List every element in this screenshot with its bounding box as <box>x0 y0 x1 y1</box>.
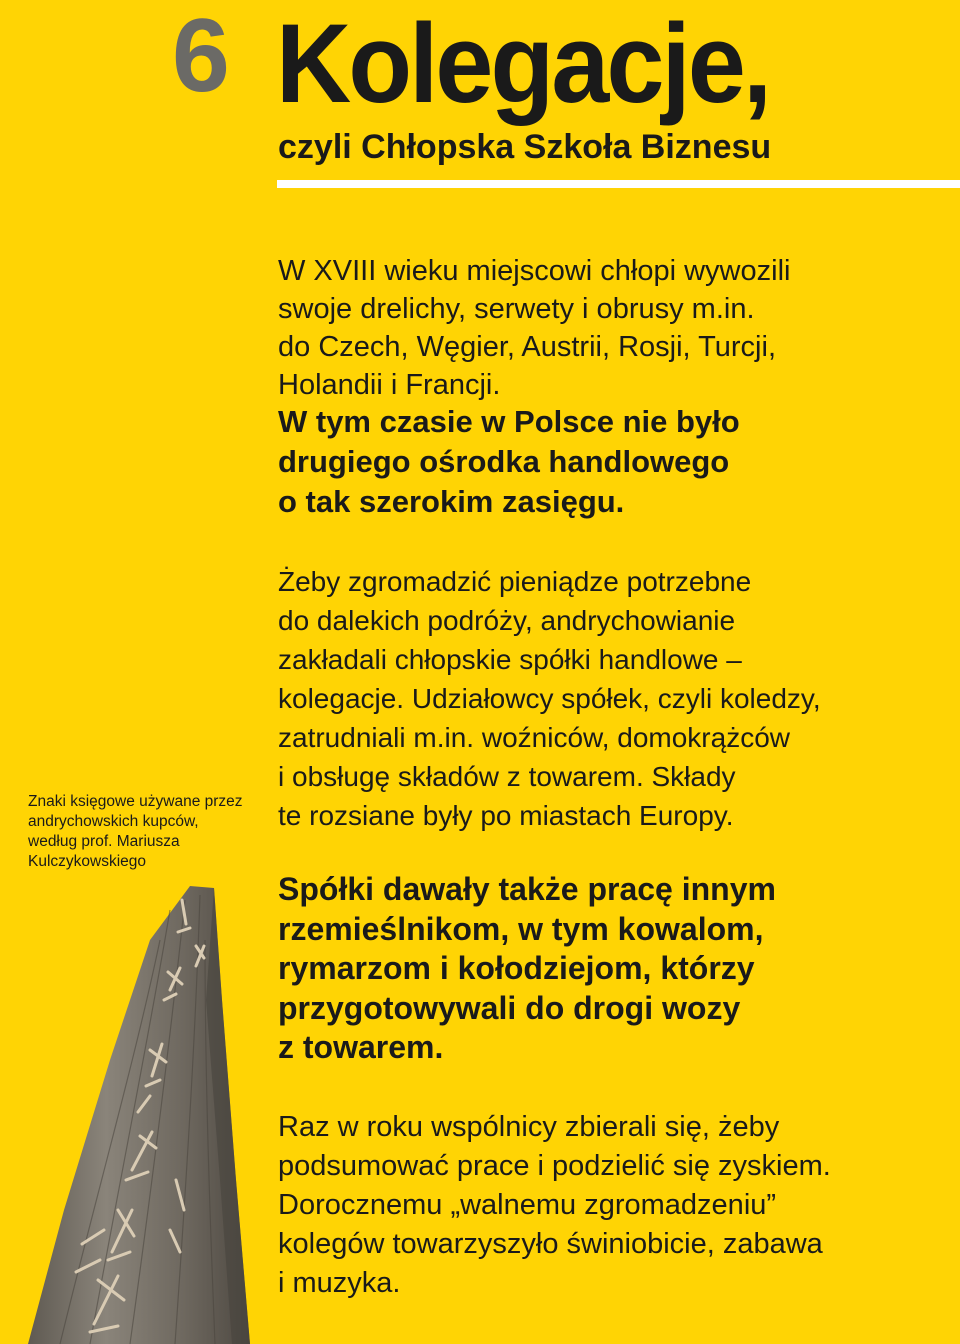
section-number: 6 <box>172 0 228 114</box>
paragraph-kolegacje: Żeby zgromadzić pieniądze potrzebne do dalekich podróży, andrychowianie zakładali chłopskie spółki handlowe – kolegacje. Udziałowcy spółek, czyli koledzy, zatrudniali m.in. woźniców, domokrążców i obsługę składów z towarem. Składy te rozsiane były po miastach Europy. <box>278 566 821 831</box>
photo-caption: Znaki księgowe używane przez andrychowskich kupców, według prof. Mariusza Kulczykowskiego <box>28 793 243 870</box>
carved-tally-stick-photo <box>0 880 270 1344</box>
page-subtitle: czyli Chłopska Szkoła Biznesu <box>278 128 772 166</box>
divider <box>277 180 960 188</box>
page-title: Kolegacje, <box>276 1 770 126</box>
paragraph-export: W XVIII wieku miejscowi chłopi wywozili swoje drelichy, serwety i obrusy m.in. do Czech, Węgier, Austrii, Rosji, Turcji, Holandii i Francji. <box>278 255 791 401</box>
paragraph-trade-center: W tym czasie w Polsce nie było drugiego ośrodka handlowego o tak szerokim zasięgu. <box>278 404 740 519</box>
paragraph-craftsmen: Spółki dawały także pracę innym rzemieślnikom, w tym kowalom, rymarzom i kołodziejom, którzy przygotowywali do drogi wozy z towarem. <box>278 871 776 1065</box>
paragraph-annual-meeting: Raz w roku wspólnicy zbierali się, żeby podsumować prace i podzielić się zyskiem. Dorocznemu „walnemu zgromadzeniu” kolegów towarzyszyło świniobicie, zabawa i muzyka. <box>278 1111 831 1299</box>
